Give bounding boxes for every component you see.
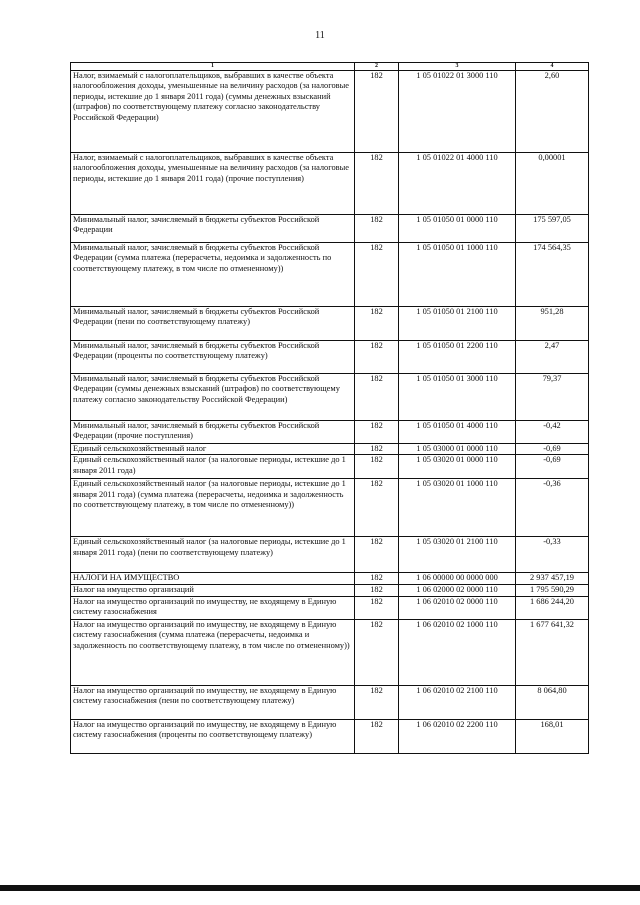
row-admin-code: 182	[355, 444, 399, 455]
table-row	[71, 537, 589, 573]
row-budget-code: 1 05 01022 01 3000 110	[399, 71, 516, 153]
row-amount: -0,33	[516, 537, 589, 573]
header-col-2: 2	[355, 63, 399, 71]
table-row	[71, 685, 589, 719]
row-amount: 2 937 457,19	[516, 573, 589, 585]
row-budget-code: 1 05 03020 01 0000 110	[399, 455, 516, 479]
table-row	[71, 619, 589, 685]
table-row	[71, 307, 589, 341]
row-name: Минимальный налог, зачисляемый в бюджеты субъектов Российской Федерации (прочие поступления)	[71, 421, 355, 444]
row-name: Налог на имущество организаций по имуществу, не входящему в Единую систему газоснабжения (сумма платежа (перерасчеты, недоимка и задолженность по соответствующему платежу, в том числе по отмененному))	[71, 619, 355, 685]
table-row	[71, 153, 589, 215]
table-row	[71, 374, 589, 421]
row-budget-code: 1 05 01050 01 3000 110	[399, 374, 516, 421]
table-row	[71, 243, 589, 307]
row-name: Налог, взимаемый с налогоплательщиков, выбравших в качестве объекта налогообложения доходы, уменьшенные на величину расходов (за налоговые периоды, истекшие до 1 января 2011 года) (прочие поступления)	[71, 153, 355, 215]
table-body	[71, 71, 589, 754]
table-header	[71, 63, 589, 71]
row-admin-code: 182	[355, 537, 399, 573]
row-amount: 1 677 641,32	[516, 619, 589, 685]
row-budget-code: 1 05 01050 01 1000 110	[399, 243, 516, 307]
row-admin-code: 182	[355, 479, 399, 537]
row-budget-code: 1 06 02010 02 2100 110	[399, 685, 516, 719]
bottom-border-bar	[0, 885, 640, 891]
row-budget-code: 1 06 00000 00 0000 000	[399, 573, 516, 585]
row-name: Минимальный налог, зачисляемый в бюджеты субъектов Российской Федерации	[71, 215, 355, 243]
row-admin-code: 182	[355, 585, 399, 596]
row-admin-code: 182	[355, 596, 399, 619]
row-amount: 174 564,35	[516, 243, 589, 307]
row-amount: 168,01	[516, 719, 589, 753]
row-amount: -0,69	[516, 455, 589, 479]
row-name: Единый сельскохозяйственный налог	[71, 444, 355, 455]
row-amount: 1 795 590,29	[516, 585, 589, 596]
row-name: Минимальный налог, зачисляемый в бюджеты субъектов Российской Федерации (пени по соответствующему платежу)	[71, 307, 355, 341]
row-budget-code: 1 06 02000 02 0000 110	[399, 585, 516, 596]
row-budget-code: 1 05 03020 01 1000 110	[399, 479, 516, 537]
header-col-1: 1	[71, 63, 355, 71]
header-col-4: 4	[516, 63, 589, 71]
row-admin-code: 182	[355, 719, 399, 753]
row-budget-code: 1 06 02010 02 0000 110	[399, 596, 516, 619]
row-admin-code: 182	[355, 341, 399, 374]
table-row	[71, 444, 589, 455]
row-budget-code: 1 05 01022 01 4000 110	[399, 153, 516, 215]
row-amount: 2,60	[516, 71, 589, 153]
row-amount: 79,37	[516, 374, 589, 421]
row-amount: 951,28	[516, 307, 589, 341]
row-amount: 0,00001	[516, 153, 589, 215]
row-amount: -0,69	[516, 444, 589, 455]
row-budget-code: 1 06 02010 02 1000 110	[399, 619, 516, 685]
table-row	[71, 341, 589, 374]
row-name: Налог, взимаемый с налогоплательщиков, выбравших в качестве объекта налогообложения доходы, уменьшенные на величину расходов (за налоговые периоды, истекшие до 1 января 2011 года) (суммы денежных взысканий (штрафов) по соответствующему платежу согласно законодательству Российской Федерации)	[71, 71, 355, 153]
table-row	[71, 719, 589, 753]
row-name: Налог на имущество организаций	[71, 585, 355, 596]
row-admin-code: 182	[355, 455, 399, 479]
row-admin-code: 182	[355, 307, 399, 341]
row-name: Минимальный налог, зачисляемый в бюджеты субъектов Российской Федерации (проценты по соответствующему платежу)	[71, 341, 355, 374]
row-amount: -0,36	[516, 479, 589, 537]
row-budget-code: 1 05 03020 01 2100 110	[399, 537, 516, 573]
table-row	[71, 455, 589, 479]
table-row	[71, 215, 589, 243]
row-admin-code: 182	[355, 421, 399, 444]
row-name: НАЛОГИ НА ИМУЩЕСТВО	[71, 573, 355, 585]
row-admin-code: 182	[355, 374, 399, 421]
header-col-3: 3	[399, 63, 516, 71]
row-admin-code: 182	[355, 619, 399, 685]
row-name: Минимальный налог, зачисляемый в бюджеты субъектов Российской Федерации (сумма платежа (перерасчеты, недоимка и задолженность по соответствующему платежу, в том числе по отмененному))	[71, 243, 355, 307]
table-row	[71, 71, 589, 153]
row-name: Налог на имущество организаций по имуществу, не входящему в Единую систему газоснабжения (пени по соответствующему платежу)	[71, 685, 355, 719]
row-budget-code: 1 05 01050 01 2100 110	[399, 307, 516, 341]
row-budget-code: 1 06 02010 02 2200 110	[399, 719, 516, 753]
row-amount: 2,47	[516, 341, 589, 374]
table-row	[71, 585, 589, 596]
page-number: 11	[315, 30, 325, 41]
row-admin-code: 182	[355, 215, 399, 243]
header-row	[71, 63, 589, 71]
row-name: Налог на имущество организаций по имуществу, не входящему в Единую систему газоснабжения	[71, 596, 355, 619]
row-name: Минимальный налог, зачисляемый в бюджеты субъектов Российской Федерации (суммы денежных взысканий (штрафов) по соответствующему платежу согласно законодательству Российской Федерации)	[71, 374, 355, 421]
row-budget-code: 1 05 01050 01 0000 110	[399, 215, 516, 243]
row-budget-code: 1 05 03000 01 0000 110	[399, 444, 516, 455]
row-name: Налог на имущество организаций по имуществу, не входящему в Единую систему газоснабжения (проценты по соответствующему платежу)	[71, 719, 355, 753]
row-admin-code: 182	[355, 71, 399, 153]
row-admin-code: 182	[355, 573, 399, 585]
row-name: Единый сельскохозяйственный налог (за налоговые периоды, истекшие до 1 января 2011 года) (сумма платежа (перерасчеты, недоимка и задолженность по соответствующему платежу, в том числе по отмененному))	[71, 479, 355, 537]
row-amount: 175 597,05	[516, 215, 589, 243]
table-row	[71, 479, 589, 537]
row-budget-code: 1 05 01050 01 2200 110	[399, 341, 516, 374]
table-row	[71, 421, 589, 444]
table-row	[71, 573, 589, 585]
row-name: Единый сельскохозяйственный налог (за налоговые периоды, истекшие до 1 января 2011 года)	[71, 455, 355, 479]
row-admin-code: 182	[355, 243, 399, 307]
row-amount: 1 686 244,20	[516, 596, 589, 619]
row-amount: -0,42	[516, 421, 589, 444]
revenue-table	[70, 62, 589, 754]
table-row	[71, 596, 589, 619]
row-admin-code: 182	[355, 153, 399, 215]
row-name: Единый сельскохозяйственный налог (за налоговые периоды, истекшие до 1 января 2011 года) (пени по соответствующему платежу)	[71, 537, 355, 573]
row-admin-code: 182	[355, 685, 399, 719]
row-budget-code: 1 05 01050 01 4000 110	[399, 421, 516, 444]
row-amount: 8 064,80	[516, 685, 589, 719]
